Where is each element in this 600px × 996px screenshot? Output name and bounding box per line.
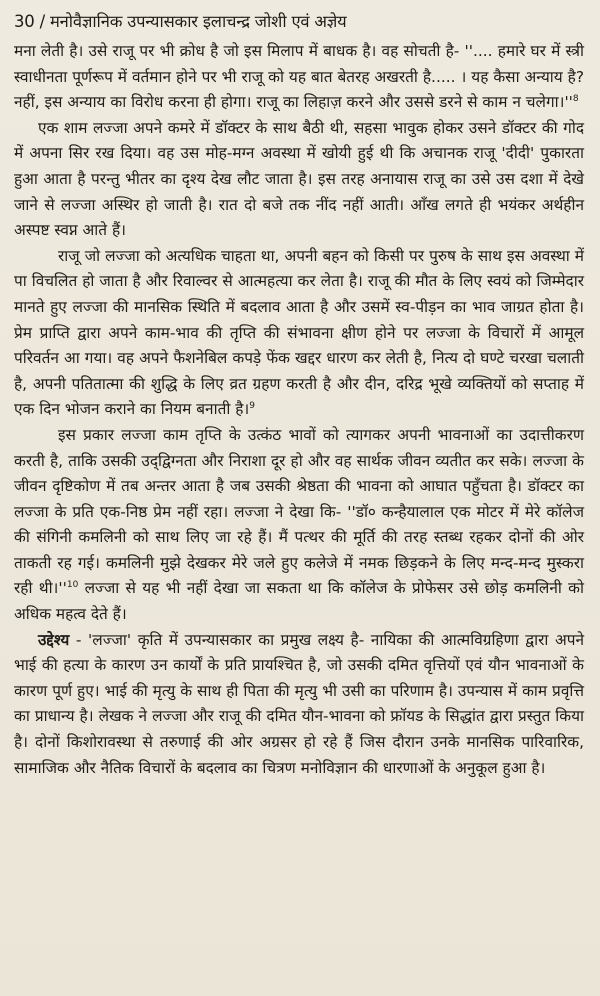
paragraph-3 [14,244,584,423]
paragraph-2-text: एक शाम लज्जा अपने कमरे में डॉक्टर के साथ बैठी थी, सहसा भावुक होकर उसने डॉक्टर की गोद में अपना सिर रख दिया। वह उस मोह-मग्न अवस्था में खोयी हुई थी कि अचानक राजू 'दीदी' पुकारता हुआ आता है परन्तु भीतर का दृश्य देख लौट जाता है। इस तरह अनायास राजू का उसे उस दशा में देखे जाने से लज्जा अस्थिर हो जाती है। रात दो बजे तक नींद नहीं आती। आँख लगते ही भयंकर अर्थहीन अस्पष्ट स्वप्न आते हैं। [14,118,584,240]
paragraph-2 [14,116,584,244]
paragraph-1 [14,39,584,116]
paragraph-3-text: राजू जो लज्जा को अत्यधिक चाहता था, अपनी बहन को किसी पर पुरुष के साथ इस अवस्था में पा विचलित हो जाता है और रिवाल्वर से आत्महत्या कर लेता है। राजू की मौत के लिए स्वयं को जिम्मेदार मानते हुए लज्जा की मानसिक स्थिति में बदलाव आता है और उसमें स्व-पीड़न का भाव जाग्रत होता है। प्रेम प्राप्ति द्वारा अपने काम-भाव की तृप्ति की संभावना क्षीण होने पर लज्जा के विचारों में आमूल परिवर्तन आ गया। वह अपने फैशनेबिल कपड़े फेंक खद्दर धारण कर लेती है, नित्य दो घण्टे चरखा चलाती है, अपनी पतितात्मा की शुद्धि के लिए व्रत ग्रहण करती है और दीन, दरिद्र भूखे व्यक्तियों को सप्ताह में एक दिन भोजन कराने का नियम बनाती है। [14,246,584,419]
book-title: मनोवैज्ञानिक उपन्यासकार इलाचन्द्र जोशी एवं अज्ञेय [49,12,347,31]
header-separator: / [39,12,45,31]
page-number: 30 [14,12,35,31]
paragraph-4 [14,423,584,628]
section-lead-uddeshya: उद्देश्य [38,630,70,649]
body-text [14,39,584,781]
paragraph-1-text: मना लेती है। उसे राजू पर भी क्रोध है जो इस मिलाप में बाधक है। वह सोचती है- ''.... हमारे घर में स्त्री स्वाधीनता पूर्णरूप में वर्तमान होने पर भी राजू को यह बात बेतरह अखरती है..... । यह कैसा अन्याय है? नहीं, इस अन्याय का विरोध करना ही होगा। राजू का लिहाज़ करने और उससे डरने से काम न चलेगा।'' [14,42,584,112]
footnote-ref-8: 8 [572,94,579,105]
paragraph-5-text: - 'लज्जा' कृति में उपन्यासकार का प्रमुख लक्ष्य है- नायिका की आत्मविग्रहिणा द्वारा अपने भाई की हत्या के कारण उन कार्यों के प्रति प्रायश्चित है, जो उसकी दमित वृत्तियों एवं यौन भावनाओं के कारण पूर्ण हुए। भाई की मृत्यु के साथ ही पिता की मृत्यु भी उसी का परिणाम है। उपन्यास में काम प्रवृत्ति का प्राधान्य है। लेखक ने लज्जा और राजू की दमित यौन-भावना को फ्रॉयड के सिद्धांत द्वारा प्रस्तुत किया है। दोनों किशोरावस्था से तरुणाई की ओर अग्रसर हो रहे हैं जिस दौरान उनके मानसिक पारिवारिक, सामाजिक और नैतिक विचारों के बदलाव का चित्रण मनोविज्ञान की धारणाओं के अनुकूल हुआ है। [14,630,584,777]
paragraph-5 [14,628,584,782]
paragraph-4-text: इस प्रकार लज्जा काम तृप्ति के उत्कंठ भावों को त्यागकर अपनी भावनाओं का उदात्तीकरण करती है, ताकि उसकी उद्‌द्विग्नता और निराशा दूर हो और वह सार्थक जीवन व्यतीत कर सके। लज्जा के जीवन दृष्टिकोण में तब अन्तर आता है जब उसकी श्रेष्ठता की भावना को आघात पहुँचता है। डॉक्टर का लज्जा के प्रति एक-निष्ठ प्रेम नहीं रहा। लज्जा ने देखा कि- ''डॉ० कन्हैयालाल एक मोटर में मेरे कॉलेज की संगिनी कमलिनी को साथ लिए जा रहे हैं। मैं पत्थर की मूर्ति की तरह स्तब्ध रहकर दोनों की ओर ताकती रह गई। कमलिनी मुझे देखकर मेरे जले हुए कलेजे में नमक छिड़कने के लिए मन्द-मन्द मुस्करा रही थी।'' [14,425,584,598]
footnote-ref-9: 9 [249,401,255,412]
paragraph-4-after: लज्जा से यह भी नहीं देखा जा सकता था कि कॉलेज के प्रोफेसर उसे छोड़ कमलिनी को अधिक महत्व देते हैं। [14,579,584,624]
footnote-ref-10: 10 [66,580,79,591]
running-header [14,9,584,39]
